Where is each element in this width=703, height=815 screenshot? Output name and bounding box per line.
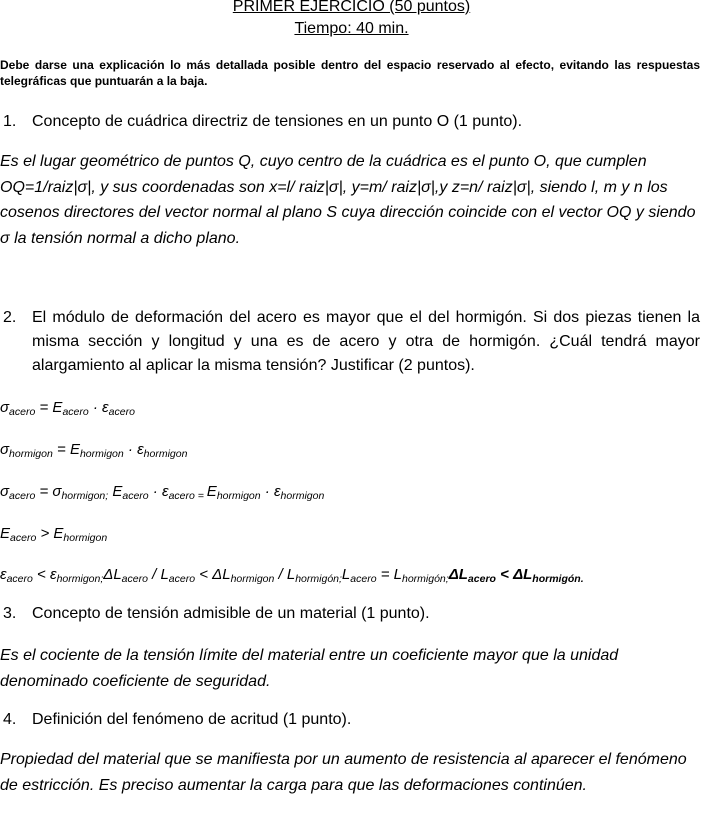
eq-subscript: acero <box>122 490 149 502</box>
eq-operator: = <box>376 566 394 583</box>
question-2 <box>0 306 700 378</box>
instructions: Debe darse una explicación lo más detallada posible dentro del espacio reservado al efecto, evitando las respuestas telegráficas que puntuarán a la baja. <box>0 58 700 88</box>
eq-symbol: σ <box>52 483 62 500</box>
eq-operator: = <box>35 483 53 500</box>
eq-subscript: hormigón; <box>295 573 342 585</box>
equation-3 <box>0 483 324 501</box>
question-text: Definición del fenómeno de acritud (1 punto). <box>32 711 352 728</box>
eq-operator: < <box>495 566 514 583</box>
equation-4 <box>0 525 107 543</box>
eq-symbol: ΔL <box>448 566 468 583</box>
eq-symbol: ε <box>0 566 7 583</box>
eq-operator: · <box>123 441 138 458</box>
question-number: 1. <box>3 113 17 130</box>
eq-operator: · <box>148 483 162 500</box>
eq-conclusion <box>449 566 584 583</box>
eq-subscript: acero <box>467 573 496 585</box>
eq-subscript: hormigón; <box>401 573 449 585</box>
question-1 <box>0 110 700 134</box>
eq-subscript: acero <box>108 406 135 418</box>
eq-operator: = <box>194 490 207 502</box>
eq-subscript: acero <box>10 532 37 544</box>
eq-subscript: hormigon <box>79 448 124 460</box>
eq-operator: > <box>36 525 54 542</box>
eq-subscript: hormigon <box>63 532 108 544</box>
eq-symbol: ε <box>161 483 169 500</box>
answer-1: Es el lugar geométrico de puntos Q, cuyo centro de la cuádrica es el punto O, que cumplen OQ=1/raiz|σ|, y sus coordenadas son x=l/ raiz|σ|, y=m/ raiz|σ|,y z=n/ raiz|σ|, siendo l, m y n los cosenos directores del vector normal al plano S cuya dirección coincide con el vector OQ y siendo σ la tensión normal a dicho plano. <box>0 153 696 247</box>
eq-operator: · <box>88 399 103 416</box>
exam-time: Tiempo: 40 min. <box>294 20 409 37</box>
eq-symbol: ε <box>137 441 144 458</box>
question-number: 2. <box>3 309 17 326</box>
eq-operator: = <box>35 399 53 416</box>
eq-operator: · <box>260 483 274 500</box>
eq-symbol: σ <box>0 441 10 458</box>
eq-subscript: acero <box>62 406 89 418</box>
eq-symbol: E <box>53 525 64 542</box>
question-number: 4. <box>3 711 17 728</box>
eq-subscript: hormigon <box>230 573 275 585</box>
eq-symbol: E <box>206 483 217 500</box>
eq-subscript: hormigon <box>216 490 261 502</box>
eq-symbol: ε <box>102 399 109 416</box>
eq-subscript: hormigon; <box>61 490 109 502</box>
eq-symbol: L <box>160 566 169 583</box>
eq-subscript: hormigon; <box>56 573 104 585</box>
answer-4: Propiedad del material que se manifiesta por un aumento de resistencia al aparecer el fenómeno de estricción. Es preciso aumentar la carga para que las deformaciones continúen. <box>0 751 687 794</box>
eq-symbol: L <box>286 566 296 583</box>
eq-subscript: acero <box>9 406 36 418</box>
question-4 <box>0 708 700 732</box>
equation-5 <box>0 566 584 584</box>
eq-operator: = <box>52 441 70 458</box>
eq-subscript: acero <box>6 573 33 585</box>
eq-operator: / <box>274 566 287 583</box>
equation-2 <box>0 441 187 459</box>
question-text: Concepto de cuádrica directriz de tensiones en un punto O (1 punto). <box>32 113 523 130</box>
exam-title: PRIMER EJERCICIO (50 puntos) <box>232 0 471 15</box>
eq-symbol: ΔL <box>103 566 122 583</box>
eq-operator: < <box>195 566 213 583</box>
eq-symbol: L <box>341 566 351 583</box>
eq-subscript: hormigon <box>280 490 325 502</box>
question-text: El módulo de deformación del acero es mayor que el del hormigón. Si dos piezas tienen la misma sección y longitud y una es de acero y otra de hormigón. ¿Cuál tendrá mayor alargamiento al aplicar la misma tensión? Justificar (2 puntos). <box>32 309 700 374</box>
eq-symbol: E <box>0 525 11 542</box>
eq-subscript: hormigon <box>9 448 53 460</box>
eq-symbol: ε <box>273 483 281 500</box>
eq-symbol: E <box>69 441 80 458</box>
answer-3: Es el cociente de la tensión límite del material entre un coeficiente mayor que la unidad denominado coeficiente de seguridad. <box>0 647 619 690</box>
eq-subscript: acero <box>350 573 377 585</box>
eq-symbol: ε <box>49 566 57 583</box>
eq-subscript: hormigón. <box>532 573 584 585</box>
question-number: 3. <box>3 605 17 622</box>
eq-subscript: acero <box>121 573 148 585</box>
equation-1 <box>0 399 135 417</box>
eq-subscript: acero <box>9 490 36 502</box>
eq-symbol: σ <box>0 399 10 416</box>
eq-operator: / <box>147 566 161 583</box>
eq-symbol: L <box>393 566 402 583</box>
eq-symbol: ΔL <box>212 566 231 583</box>
eq-symbol: E <box>52 399 63 416</box>
eq-subscript: hormigon <box>143 448 188 460</box>
eq-subscript: acero <box>168 490 195 502</box>
question-text: Concepto de tensión admisible de un material (1 punto). <box>32 605 430 622</box>
eq-symbol: ΔL <box>513 566 533 583</box>
eq-subscript: acero <box>168 573 196 585</box>
eq-symbol: E <box>112 483 123 500</box>
question-3 <box>0 602 700 626</box>
eq-symbol: σ <box>0 483 10 500</box>
eq-operator: < <box>32 566 50 583</box>
